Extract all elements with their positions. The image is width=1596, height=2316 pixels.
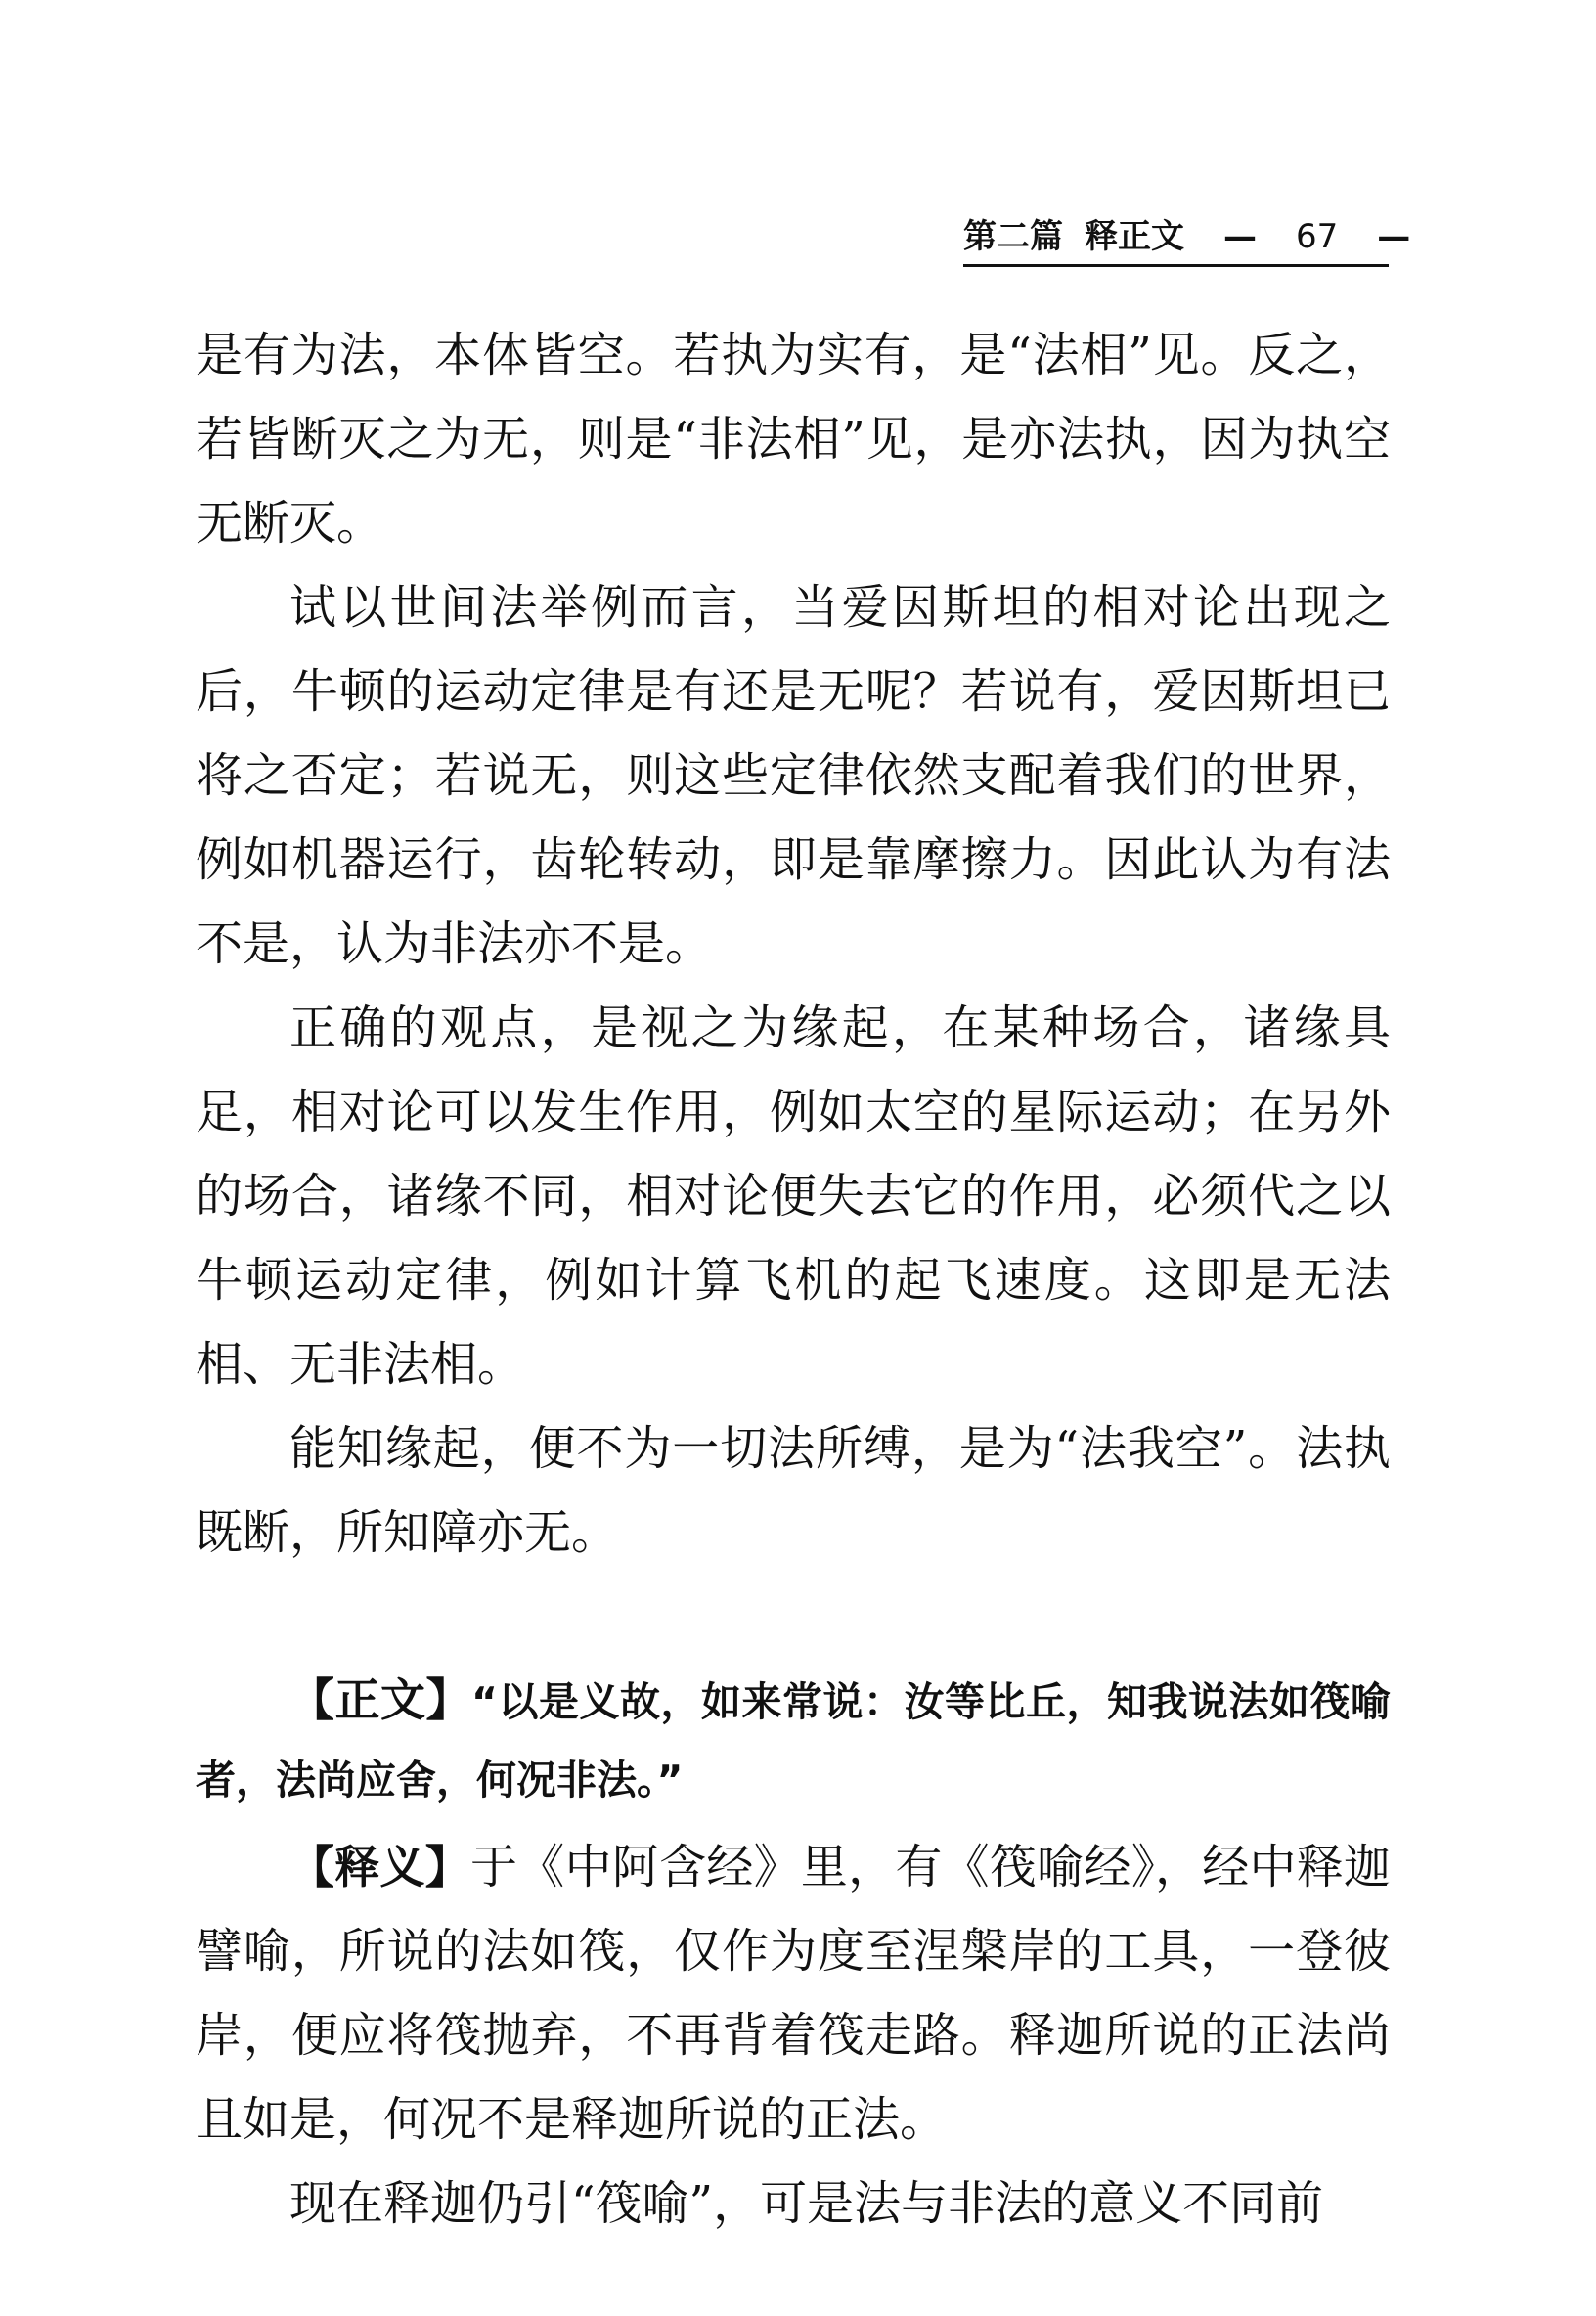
paragraph-2: 试以世间法举例而言，当爱因斯坦的相对论出现之后，牛顿的运动定律是有还是无呢？若说有，爱因斯坦已将之否定；若说无，则这些定律依然支配着我们的世界，例如机器运行，齿轮转动，即是靠摩擦力。因此认为有法不是，认为非法亦不是。 [196,580,1391,971]
paragraph-3: 正确的观点，是视之为缘起，在某种场合，诸缘具足，相对论可以发生作用，例如太空的星际运动；在另外的场合，诸缘不同，相对论便失去它的作用，必须代之以牛顿运动定律，例如计算飞机的起飞速度。这即是无法相、无非法相。 [196,1001,1391,1392]
zhengwen-block [196,1661,1391,1819]
section-gap [196,1575,1391,1661]
zhengwen-tag: 【正文】 [289,1673,472,1726]
page-number: 67 [1296,217,1339,256]
dash-left: — [1223,217,1257,256]
paragraph-last: 现在释迦仍引“筏喻”，可是法与非法的意义不同前 [289,2176,1324,2231]
shiyi-tag: 【释义】 [289,1841,471,1893]
dash-right: — [1377,217,1411,256]
chapter-label: 第二篇 [963,217,1063,256]
shiyi-block [196,1825,1391,2161]
running-header [963,213,1411,267]
page-body [196,313,1391,2246]
paragraph-1: 是有为法，本体皆空。若执为实有，是“法相”见。反之，若皆断灭之为无，则是“非法相”见，是亦法执，因为执空无断灭。 [196,328,1391,551]
paragraph-4: 能知缘起，便不为一切法所缚，是为“法我空”。法执既断，所知障亦无。 [196,1421,1391,1560]
section-title: 释正文 [1085,217,1184,256]
shiyi-text: 于《中阿含经》里，有《筏喻经》，经中释迦譬喻，所说的法如筏，仅作为度至涅槃岸的工具，一登彼岸，便应将筏抛弃，不再背着筏走路。释迦所说的正法尚且如是，何况不是释迦所说的正法。 [196,1840,1391,2147]
zhengwen-text: “以是义故，如来常说：汝等比丘，知我说法如筏喻者，法尚应舍，何况非法。” [196,1678,1391,1804]
